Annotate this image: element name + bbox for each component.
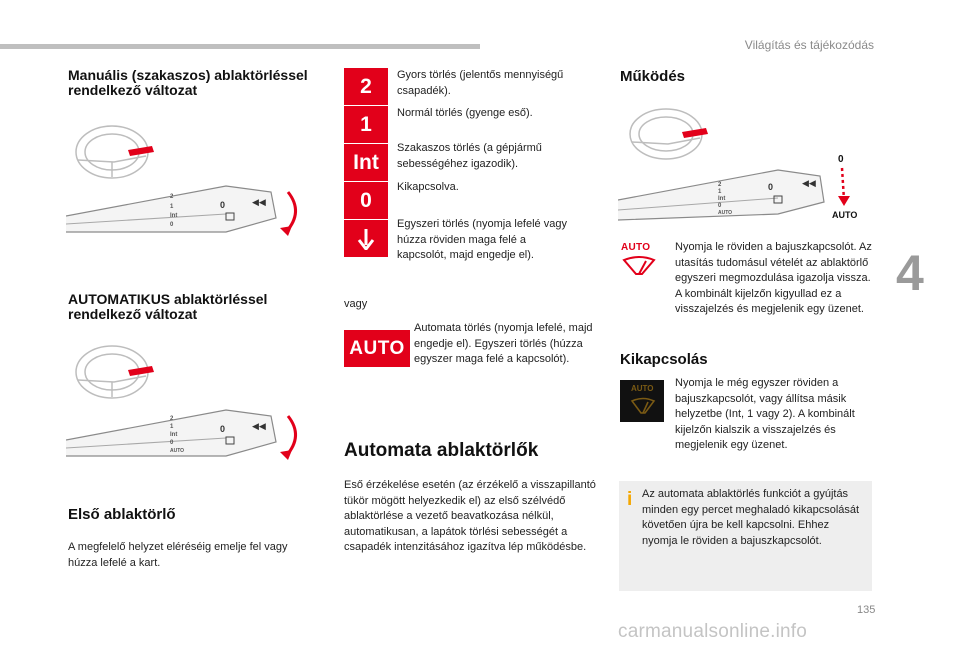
op-mark-2: 2 <box>718 182 722 188</box>
mark-int: Int <box>170 213 178 219</box>
op-mark-auto: AUTO <box>718 210 733 216</box>
auto-rotate-arrow <box>286 416 296 456</box>
auto-mark-int: Int <box>170 432 178 438</box>
auto-mark-1: 1 <box>170 424 174 430</box>
operation-text: Nyomja le röviden a bajuszkapcsolót. Az utasítás tudomásul vételét az ablaktörlő egyszeri megmozdulása igazolja vissza. A kombinált kijelzőn kigyullad ez a visszajelzés és megjelenik egy üzenet. <box>675 241 872 315</box>
off-title: Kikapcsolás <box>620 351 708 368</box>
op-mark-int: Int <box>718 196 726 202</box>
info-icon: i <box>627 489 633 510</box>
watermark: carmanualsonline.info <box>618 621 808 642</box>
auto-text: Automata törlés (nyomja lefelé, majd engedje el). Egyszeri törlés (húzza egyszer maga felé a kapcsolót). <box>414 322 593 365</box>
op-mark-1: 1 <box>718 189 722 195</box>
position-1-text: Normál törlés (gyenge eső). <box>397 107 533 119</box>
auto-mark-0: 0 <box>170 440 174 446</box>
position-2-text: Gyors törlés (jelentős mennyiségű csapadék). <box>397 69 564 97</box>
top-rule <box>0 44 480 49</box>
op-lever-zero: 0 <box>768 182 774 192</box>
or-text: vagy <box>344 298 368 310</box>
auto-version-title: AUTOMATIKUS ablaktörléssel rendelkező változat <box>68 291 268 322</box>
operation-title: Működés <box>620 68 686 85</box>
section-header: Világítás és tájékozódás <box>744 38 874 52</box>
chapter-number: 4 <box>896 245 924 301</box>
auto-mark-2: 2 <box>170 416 174 422</box>
off-indicator-box <box>620 380 664 422</box>
page-number: 135 <box>857 604 876 616</box>
auto-symbol: AUTO <box>344 330 410 367</box>
rotate-arrow <box>286 192 296 232</box>
auto-wipers-title: Automata ablaktörlők <box>344 440 539 461</box>
position-0-symbol: 0 <box>344 182 388 219</box>
diagram-arrow <box>842 168 844 200</box>
front-wiper-text: A megfelelő helyzet eléréséig emelje fel vagy húzza lefelé a kart. <box>68 541 288 569</box>
mark-1: 1 <box>170 204 174 210</box>
lever-highlight <box>128 146 154 156</box>
manual-lever-illustration <box>66 120 311 250</box>
off-indicator-label: AUTO <box>631 384 654 393</box>
auto-indicator-label: AUTO <box>621 242 651 253</box>
mark-0: 0 <box>170 222 174 228</box>
front-wiper-title: Első ablaktörlő <box>68 506 176 523</box>
auto-lever-illustration <box>66 340 311 470</box>
wash-arrows-icon: ◀◀ <box>252 197 266 207</box>
position-int-symbol: Int <box>344 144 388 181</box>
position-0-text: Kikapcsolva. <box>397 181 459 193</box>
wiper-indicator-icon <box>622 256 656 276</box>
diagram-auto: AUTO <box>832 210 858 220</box>
auto-wash-arrows-icon: ◀◀ <box>252 421 266 431</box>
single-wipe-text: Egyszeri törlés (nyomja lefelé vagy húzza röviden maga felé a kapcsolót, majd engedje el). <box>397 218 567 261</box>
info-text: Az automata ablaktörlés funkciót a gyújtás minden egy percet meghaladó kikapcsolását követően újra be kell kapcsolni. Ehhez nyomja le röviden a bajuszkapcsolót. <box>642 488 860 547</box>
operation-lever-illustration <box>618 104 868 238</box>
off-text: Nyomja le még egyszer röviden a bajuszkapcsolót, vagy állítsa másik helyzetbe (Int, 1 vagy 2). A kombinált kijelzőn kialszik a visszajelzés és megjelenik egy üzenet. <box>675 377 855 451</box>
off-wiper-icon <box>630 397 656 415</box>
single-wipe-symbol <box>344 220 388 257</box>
auto-wipers-text: Eső érzékelése esetén (az érzékelő a visszapillantó tükör mögött helyezkedik el) az első szélvédő ablaktörlése a vezető beavatkozása nélkül, automatikusan, a lapátok törlési sebességét a csapadék intenzitásához igazítva lép működésbe. <box>344 479 596 553</box>
auto-lever-zero: 0 <box>220 424 226 434</box>
op-mark-0: 0 <box>718 203 722 209</box>
auto-mark-auto: AUTO <box>170 448 185 454</box>
position-int-text: Szakaszos törlés (a gépjármű sebességéhez igazodik). <box>397 142 542 170</box>
position-1-symbol: 1 <box>344 106 388 143</box>
diagram-zero: 0 <box>838 154 844 165</box>
op-wash-arrows-icon: ◀◀ <box>802 178 816 188</box>
position-2-symbol: 2 <box>344 68 388 105</box>
down-arrow-icon <box>357 228 375 250</box>
lever-zero: 0 <box>220 200 226 210</box>
manual-version-title: Manuális (szakaszos) ablaktörléssel rendelkező változat <box>68 67 308 98</box>
mark-2: 2 <box>170 194 174 200</box>
